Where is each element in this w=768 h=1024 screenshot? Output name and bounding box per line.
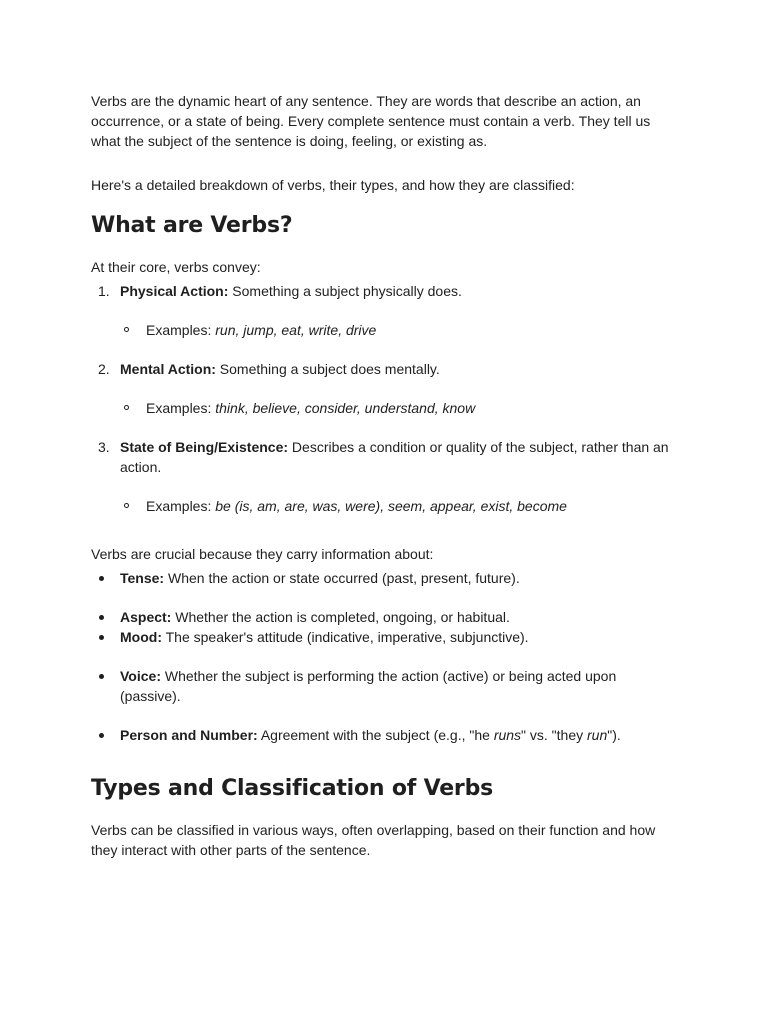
examples-label: Examples: [146, 322, 216, 338]
heading-types-classification: Types and Classification of Verbs [91, 776, 494, 801]
intro-paragraph: Verbs are the dynamic heart of any sentence. They are words that describe an action, an occurrence, or a state of being. Every complete sentence must contain a verb. They tell us what the subject of the sentence is doing, feeling, or existing as. [91, 93, 651, 149]
convey-item-state [91, 437, 676, 516]
description: Whether the action is completed, ongoing, or habitual. [171, 609, 510, 625]
list-number: 2. [98, 361, 110, 377]
example-word: run [587, 727, 608, 743]
info-item-aspect [91, 607, 676, 627]
hollow-bullet-icon [124, 327, 129, 332]
info-item-person-number [91, 725, 676, 745]
bullet-icon [99, 674, 104, 679]
description: Whether the subject is performing the action (active) or being acted upon (passive). [120, 668, 617, 704]
description: Something a subject physically does. [228, 283, 462, 299]
description: When the action or state occurred (past, present, future). [164, 570, 520, 586]
convey-item-mental [91, 359, 676, 418]
term: Mood: [120, 629, 162, 645]
example-word: runs [493, 727, 522, 743]
term: Person and Number: [120, 727, 258, 743]
convey-lead: At their core, verbs convey: [91, 259, 261, 275]
info-item-tense [91, 568, 676, 588]
hollow-bullet-icon [124, 503, 129, 508]
list-number: 1. [98, 283, 110, 299]
term: Tense: [120, 570, 165, 586]
convey-list [91, 281, 676, 516]
term: Voice: [120, 668, 161, 684]
examples-label: Examples: [146, 498, 216, 514]
bullet-icon [99, 635, 104, 640]
types-intro-paragraph: Verbs can be classified in various ways, often overlapping, based on their function and how they interact with other parts of the sentence. [91, 822, 656, 858]
breakdown-paragraph: Here's a detailed breakdown of verbs, their types, and how they are classified: [91, 177, 575, 193]
info-item-voice [91, 666, 676, 706]
examples-item [120, 320, 676, 340]
info-item-mood [91, 627, 676, 647]
description-part: " vs. "they [521, 727, 588, 743]
description: The speaker's attitude (indicative, imperative, subjunctive). [161, 629, 529, 645]
term: State of Being/Existence: [120, 439, 289, 455]
term: Physical Action: [120, 283, 229, 299]
convey-item-physical [91, 281, 676, 340]
description-part: Agreement with the subject (e.g., "he [257, 727, 494, 743]
bullet-icon [99, 615, 104, 620]
examples-label: Examples: [146, 400, 216, 416]
heading-what-are-verbs: What are Verbs? [91, 213, 293, 238]
examples-list: be (is, am, are, was, were), seem, appear, exist, become [215, 498, 567, 514]
description-part: "). [607, 727, 621, 743]
description: Something a subject does mentally. [215, 361, 440, 377]
hollow-bullet-icon [124, 405, 129, 410]
examples-list: run, jump, eat, write, drive [215, 322, 377, 338]
term: Aspect: [120, 609, 172, 625]
examples-item [120, 398, 676, 418]
list-number: 3. [98, 439, 110, 455]
term: Mental Action: [120, 361, 216, 377]
description: Describes a condition or quality of the subject, rather than an action. [120, 439, 669, 475]
crucial-lead: Verbs are crucial because they carry information about: [91, 546, 434, 562]
bullet-icon [99, 733, 104, 738]
examples-list: think, believe, consider, understand, know [215, 400, 476, 416]
bullet-icon [99, 576, 104, 581]
info-list [91, 568, 676, 745]
examples-item [120, 496, 676, 516]
